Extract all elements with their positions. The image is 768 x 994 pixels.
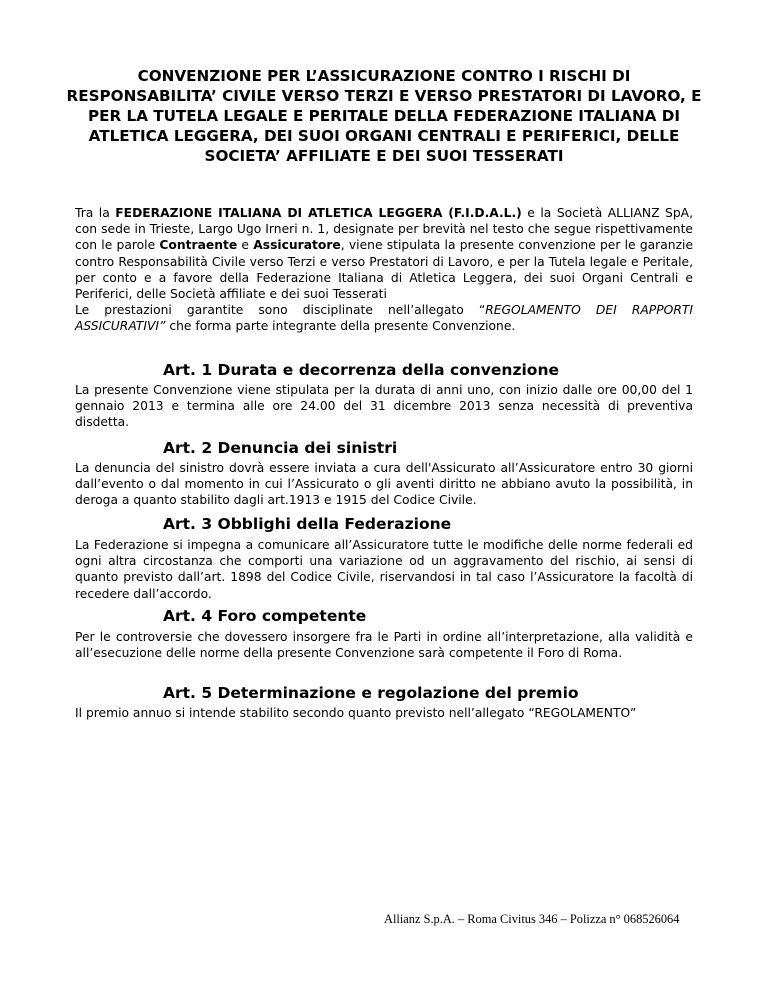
federation-name: FEDERAZIONE ITALIANA DI ATLETICA LEGGERA (F.I.D.A.L.) (115, 206, 522, 220)
article-4-text: Per le controversie che dovessero insorgere fra le Parti in ordine all’interpretazione, alla validità e all’esecuzione delle norme della presente Convenzione sarà competente il Foro di Roma. (75, 630, 693, 661)
article-1-text: La presente Convenzione viene stipulata per la durata di anni uno, con inizio dalle ore 00,00 del 1 gennaio 2013 e termina alle ore 24.00 del 31 dicembre 2013 senza necessità di preventiva disdetta. (75, 383, 693, 430)
article-1-heading: Art. 1 Durata e decorrenza della convenzione (163, 361, 559, 379)
intro-paragraph (75, 205, 693, 335)
article-3-text: La Federazione si impegna a comunicare all’Assicuratore tutte le modifiche delle norme federali ed ogni altra circostanza che comporti una variazione od un aggravamento del rischio, ai sensi di quanto previsto dall’art. 1898 del Codice Civile, riservandosi in tal caso l’Assicuratore la facoltà di recedere dall’accordo. (75, 538, 693, 601)
article-5-text: Il premio annuo si intende stabilito secondo quanto previsto nell’allegato “REGOLAMENTO” (75, 706, 637, 720)
assicuratore-term: Assicuratore (253, 238, 341, 253)
article-3-heading: Art. 3 Obblighi della Federazione (163, 515, 452, 533)
article-2-heading: Art. 2 Denuncia dei sinistri (163, 439, 398, 457)
footer-policy: Allianz S.p.A. – Roma Civitus 346 – Polizza n° 068526064 (384, 912, 680, 926)
article-2-text: La denuncia del sinistro dovrà essere inviata a cura dell'Assicurato all’Assicuratore entro 30 giorni dall’evento o dal momento in cui l’Assicurato o gli aventi diritto ne abbiano avuto la possibilità, in deroga a quanto stabilito dagli art.1913 e 1915 del Codice Civile. (75, 461, 693, 508)
intro-text-c: e (237, 238, 254, 253)
article-4-heading: Art. 4 Foro competente (163, 607, 367, 625)
document-title: CONVENZIONE PER L’ASSICURAZIONE CONTRO I RISCHI DI RESPONSABILITA’ CIVILE VERSO TERZI E VERSO PRESTATORI DI LAVORO, E PER LA TUTELA LEGALE E PERITALE DELLA FEDERAZIONE ITALIANA DI ATLETICA LEGGERA, DEI SUOI ORGANI CENTRALI E PERIFERICI, DELLE SOCIETA’ AFFILIATE E DEI SUOI TESSERATI (66, 67, 702, 165)
regolamento-reference: REGOLAMENTO DEI RAPPORTI ASSICURATIVI” (75, 303, 693, 334)
intro-text-f: che forma parte integrante della presente Convenzione. (165, 319, 516, 334)
contraente-term: Contraente (159, 238, 238, 253)
article-5-heading: Art. 5 Determinazione e regolazione del premio (163, 684, 579, 702)
intro-text-d: , viene stipulata la presente convenzione per le garanzie contro Responsabilità Civile verso Terzi e verso Prestatori di Lavoro, e per la Tutela legale e Peritale, per conto e a favore della Federazione Italiana di Atletica Leggera, dei suoi Organi Centrali e Periferici, delle Società affiliate e dei suoi Tesserati (75, 238, 694, 302)
intro-text-b: e la Società ALLIANZ SpA, con sede in Trieste, Largo Ugo Irneri n. 1, designate per brevità nel testo che segue rispettivamente con le parole (75, 206, 693, 253)
intro-text-a: Tra la (75, 206, 116, 220)
intro-text-e: Le prestazioni garantite sono disciplinate nell’allegato “ (75, 303, 486, 318)
